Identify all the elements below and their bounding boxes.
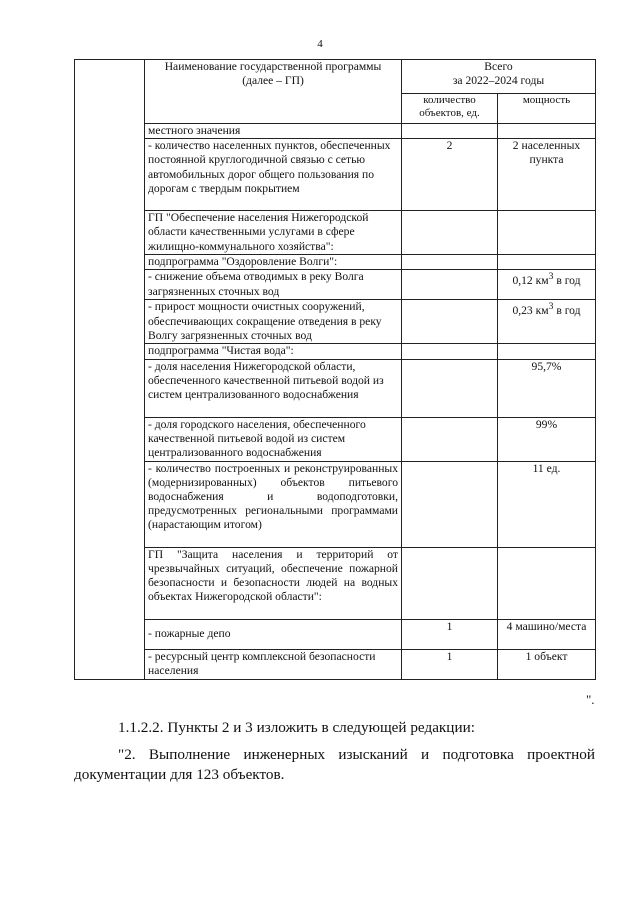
header-total-line1: Всего xyxy=(484,60,513,73)
table-row xyxy=(75,344,596,359)
page-number: 4 xyxy=(317,38,323,50)
capacity-tail: в год xyxy=(553,274,581,288)
closing-quote: ". xyxy=(586,692,595,707)
row-capacity xyxy=(498,211,596,255)
row-count xyxy=(402,461,498,547)
row-name: - доля городского населения, обеспеченного качественной питьевой водой из систем централизованного водоснабжения xyxy=(145,417,402,461)
header-total xyxy=(402,60,596,94)
table-row xyxy=(75,417,596,461)
paragraph-amendment: 1.1.2.2. Пункты 2 и 3 изложить в следующей редакции: xyxy=(118,719,475,736)
table-row xyxy=(75,124,596,139)
programs-table xyxy=(74,59,596,680)
row-name: подпрограмма "Чистая вода": xyxy=(145,344,402,359)
table-row xyxy=(75,649,596,679)
row-capacity: 99% xyxy=(498,417,596,461)
table-header-row xyxy=(75,60,596,94)
capacity-tail: в год xyxy=(553,304,581,318)
header-capacity: мощность xyxy=(498,94,596,124)
capacity-superscript: 3 xyxy=(548,301,554,313)
row-name: подпрограмма "Оздоровление Волги": xyxy=(145,255,402,270)
paragraph-item-2-line2: документации для 123 объектов. xyxy=(74,766,285,783)
table-row xyxy=(75,255,596,270)
table-row xyxy=(75,139,596,211)
row-capacity: 11 ед. xyxy=(498,461,596,547)
row-count xyxy=(402,417,498,461)
row-count: 1 xyxy=(402,649,498,679)
row-count xyxy=(402,124,498,139)
row-capacity xyxy=(498,270,596,300)
table-row xyxy=(75,211,596,255)
row-name: - прирост мощности очистных сооружений, обеспечивающих сокращение отведения в реку Волгу загрязненных сточных вод xyxy=(145,300,402,344)
paragraph-item-2 xyxy=(74,745,595,785)
row-capacity: 1 объект xyxy=(498,649,596,679)
table-row xyxy=(75,547,596,619)
left-stub-cell xyxy=(75,60,145,680)
header-total-line2: за 2022–2024 годы xyxy=(452,74,545,88)
row-capacity: 4 машино/места xyxy=(498,619,596,649)
table-row xyxy=(75,619,596,649)
header-program-name: Наименование государственной программы (далее – ГП) xyxy=(145,60,402,124)
row-capacity xyxy=(498,344,596,359)
row-name: - доля населения Нижегородской области, обеспеченного качественной питьевой водой из систем централизованного водоснабжения xyxy=(145,359,402,417)
capacity-value: 0,23 км xyxy=(512,304,549,318)
row-count xyxy=(402,270,498,300)
row-name: ГП "Обеспечение населения Нижегородской области качественными услугами в сфере жилищно-коммунального хозяйства": xyxy=(145,211,402,255)
row-capacity: 2 населенных пункта xyxy=(498,139,596,211)
header-count: количество объектов, ед. xyxy=(402,94,498,124)
paragraph-item-2-line1: "2. Выполнение инженерных изысканий и подготовка проектной xyxy=(118,746,595,763)
table-row xyxy=(75,359,596,417)
capacity-superscript: 3 xyxy=(548,271,554,283)
row-capacity xyxy=(498,255,596,270)
row-name: - количество построенных и реконструированных (модернизированных) объектов питьевого водоснабжения и водоподготовки, предусмотренных региональными программами (нарастающим итогом) xyxy=(145,461,402,547)
row-count: 2 xyxy=(402,139,498,211)
capacity-value: 0,12 км xyxy=(512,274,549,288)
row-count xyxy=(402,300,498,344)
table-row xyxy=(75,270,596,300)
row-capacity: 95,7% xyxy=(498,359,596,417)
row-capacity xyxy=(498,124,596,139)
row-count xyxy=(402,255,498,270)
row-capacity xyxy=(498,547,596,619)
row-name: местного значения xyxy=(145,124,402,139)
row-name: - снижение объема отводимых в реку Волга загрязненных сточных вод xyxy=(145,270,402,300)
row-count: 1 xyxy=(402,619,498,649)
table-row xyxy=(75,300,596,344)
row-name: - количество населенных пунктов, обеспеченных постоянной круглогодичной связью с сетью автомобильных дорог общего пользования по дорогам с твердым покрытием xyxy=(145,139,402,211)
row-name: - ресурсный центр комплексной безопасности населения xyxy=(145,649,402,679)
row-name: - пожарные депо xyxy=(145,619,402,649)
row-count xyxy=(402,547,498,619)
row-count xyxy=(402,344,498,359)
row-count xyxy=(402,211,498,255)
row-count xyxy=(402,359,498,417)
row-capacity xyxy=(498,300,596,344)
table-row xyxy=(75,461,596,547)
row-name: ГП "Защита населения и территорий от чрезвычайных ситуаций, обеспечение пожарной безопасности и безопасности людей на водных объектах Нижегородской области": xyxy=(145,547,402,619)
